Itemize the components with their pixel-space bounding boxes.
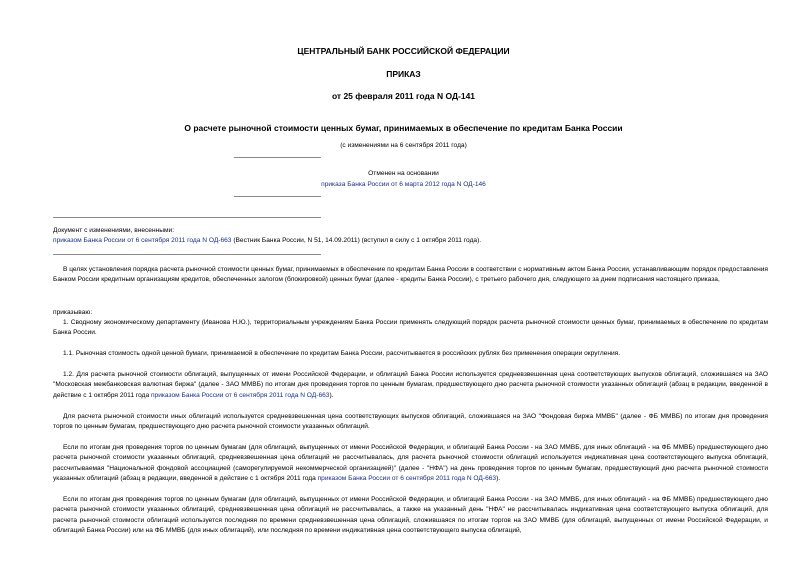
org-name: ЦЕНТРАЛЬНЫЙ БАНК РОССИЙСКОЙ ФЕДЕРАЦИИ <box>297 46 510 56</box>
paragraph: В целях установления порядка расчета рыночной стоимости ценных бумаг, принимаемых в обеспечение по кредитам Банка России в соответствии с нормативным актом Банка России, устанавливающим порядок предоставления Банком России кредитным организациям кредитов, обеспеченных залогом (блокировкой) ценных бумаг (далее - кредиты Банка России), с третьего рабочего дня, следующего за днем подписания настоящего приказа, <box>53 266 768 284</box>
changes-note: (с изменениями на 6 сентября 2011 года) <box>340 142 467 149</box>
paragraph-end: ). <box>329 391 334 399</box>
divider <box>234 157 321 158</box>
divider <box>53 217 321 218</box>
doc-title: О расчете рыночной стоимости ценных бумаг, принимаемых в обеспечение по кредитам Банка России <box>184 123 623 133</box>
paragraph-text: Если по итогам дня проведения торгов по ценным бумагам (для облигаций, выпущенных от имени Российской Федерации, и облигаций Банка России - на ЗАО ММВБ, для иных облигаций - на ФБ ММВБ) предшествующего дню расчета рыночной стоимости указанных облигаций, средневзвешенная цена облигаций не рассчитывалась, для расчета рыночной стоимости облигаций используется индикативная цена соответствующего выпуска облигаций, рассчитываемая "Национальной фондовой ассоциацией (саморегулируемой некоммерческой организацией)" (далее - "НФА") на день проведения торгов по ценным бумагам, предшествующий дню расчета рыночной стоимости указанных облигаций (абзац в редакции, введенной в действие с 1 октября 2011 года <box>53 444 768 483</box>
doc-date-number: от 25 февраля 2011 года N ОД-141 <box>331 91 476 101</box>
paragraph: Для расчета рыночной стоимости иных облигаций используется средневзвешенная цена соответствующих выпусков облигаций, сложившаяся на ЗАО "Фондовая биржа ММВБ" (далее - ФБ ММВБ) по итогам дня проведения торгов по ценным бумагам, предшествующего дню расчета рыночной стоимости указанных облигаций. <box>53 413 768 431</box>
amendment-link[interactable]: приказом Банка России от 6 сентября 2011 года N ОД-663 <box>317 475 497 483</box>
paragraph: Если по итогам дня проведения торгов по ценным бумагам (для облигаций, выпущенных от имени Российской Федерации, и облигаций Банка России - на ЗАО ММВБ, для иных облигаций - на ФБ ММВБ) предшествующего дню расчета рыночной стоимости указанных облигаций, средневзвешенная цена облигаций не рассчитывалась, а также на указанный день "НФА" не рассчитывалась индикативная цена соответствующего выпуска облигаций, для расчета рыночной стоимости облигаций используется последняя по времени средневзвешенная цена облигаций, сложившаяся по итогам торгов на ЗАО ММВБ (для облигаций, выпущенных от имени Российской Федерации, и облигаций Банка России) или на ФБ ММВБ (для иных облигаций), или последняя по времени индикативная цена соответствующего выпуска облигаций, <box>53 496 768 535</box>
divider <box>234 196 321 197</box>
amend-link[interactable]: приказом Банка России от 6 сентября 2011 года N ОД-663 <box>53 237 232 244</box>
doc-type: ПРИКАЗ <box>386 69 421 79</box>
cancel-link[interactable]: приказа Банка России от 6 марта 2012 года N ОД-146 <box>321 181 486 188</box>
paragraph <box>53 443 768 485</box>
amend-line <box>53 236 481 246</box>
paragraph: 1. Сводному экономическому департаменту (Иванова Н.Ю.), территориальным учреждениям Банка России применять следующий порядок расчета рыночной стоимости ценных бумаг, принимаемых в обеспечение по кредитам Банка России. <box>53 319 768 337</box>
amend-rest: (Вестник Банка России, N 51, 14.09.2011) (вступил в силу с 1 октября 2011 года). <box>231 237 482 244</box>
paragraph: приказываю: <box>53 309 93 316</box>
paragraph-text: 1.2. Для расчета рыночной стоимости облигаций, выпущенных от имени Российской Федерации, и облигаций Банка России используется средневзвешенная цена соответствующих выпусков облигаций, сложившаяся на ЗАО "Московская межбанковская валютная биржа" (далее - ЗАО ММВБ) по итогам дня проведения торгов по ценным бумагам, предшествующего дню расчета рыночной стоимости указанных облигаций (абзац в редакции, введенной в действие с 1 октября 2011 года <box>53 371 768 399</box>
divider <box>53 254 321 255</box>
paragraph: 1.1. Рыночная стоимость одной ценной бумаги, принимаемой в обеспечение по кредитам Банка России, рассчитывается в российских рублях без применения операции округления. <box>63 350 621 357</box>
cancel-text: Отменен на основании <box>368 170 439 177</box>
amend-label: Документ с изменениями, внесенными: <box>53 227 175 234</box>
paragraph <box>53 370 768 401</box>
paragraph-end: ). <box>496 475 501 483</box>
amendment-link[interactable]: приказом Банка России от 6 сентября 2011 года N ОД-663 <box>150 391 330 399</box>
